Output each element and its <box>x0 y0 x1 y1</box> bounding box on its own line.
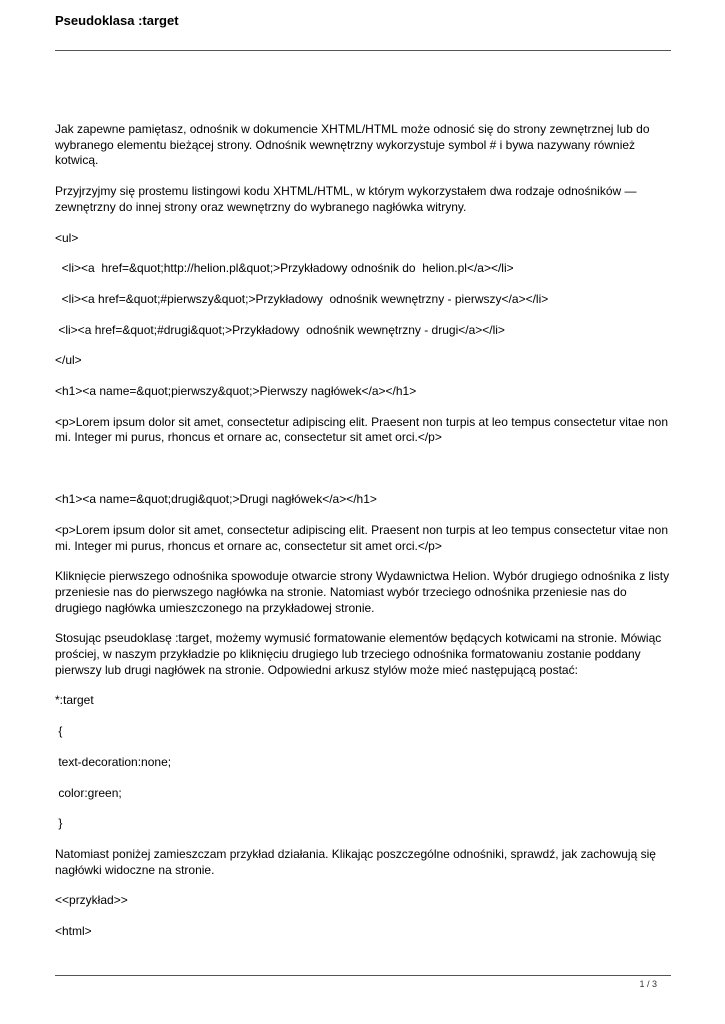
paragraph-example-note: Natomiast poniżej zamieszczam przykład działania. Klikając poszczególne odnośniki, sprawdź, jak zachowują się nagłówki widoczne na stronie. <box>55 846 656 877</box>
code-paragraph: <p>Lorem ipsum dolor sit amet, consectetur adipiscing elit. Praesent non turpis at leo tempus consectetur vitae non mi. Integer mi purus, rhoncus et ornare ac, consectetur sit amet orci.</p> <box>55 414 668 445</box>
css-line: text-decoration:none; <box>55 754 172 769</box>
paragraph-explanation: Kliknięcie pierwszego odnośnika spowoduje otwarcie strony Wydawnictwa Helion. Wybór drugiego odnośnika z listy przeniesie nas do pierwszego nagłówka na stronie. Natomiast wybór trzeciego odnośnika przeniesie nas do drugiego nagłówka umieszczonego na przykładowej stronie. <box>55 569 670 615</box>
code-paragraph: <p>Lorem ipsum dolor sit amet, consectetur adipiscing elit. Praesent non turpis at leo tempus consectetur vitae non mi. Integer mi purus, rhoncus et ornare ac, consectetur sit amet orci.</p> <box>55 522 668 553</box>
example-placeholder: <<przykład>> <box>55 893 128 908</box>
paragraph-intro: Jak zapewne pamiętasz, odnośnik w dokumencie XHTML/HTML może odnosić się do strony zewnętrznej lub do wybranego elementu bieżącej strony. Odnośnik wewnętrzny wykorzystuje symbol # i bywa nazywany również kotwicą. <box>55 122 650 168</box>
css-line: *:target <box>55 693 94 708</box>
footer-divider <box>55 975 671 976</box>
paragraph-target-usage: Stosując pseudoklasę :target, możemy wymusić formatowanie elementów będących kotwicami na stronie. Mówiąc prościej, w naszym przykładzie po kliknięciu drugiego lub trzeciego odnośnika formatowaniu zostanie poddany pierwszy lub drugi nagłówek na stronie. Odpowiedni arkusz stylów może mieć następującą postać: <box>55 631 662 677</box>
code-line: <li><a href=&quot;http://helion.pl&quot;>Przykładowy odnośnik do helion.pl</a></li> <box>55 261 514 276</box>
code-line: <html> <box>55 924 92 939</box>
code-line: <h1><a name=&quot;drugi&quot;>Drugi nagłówek</a></h1> <box>55 492 377 507</box>
code-line: <ul> <box>55 230 79 245</box>
css-line: } <box>55 816 63 831</box>
page-number: 1 / 3 <box>639 979 657 989</box>
code-line: <li><a href=&quot;#drugi&quot;>Przykładowy odnośnik wewnętrzny - drugi</a></li> <box>55 322 505 337</box>
code-line: <h1><a name=&quot;pierwszy&quot;>Pierwszy nagłówek</a></h1> <box>55 384 417 399</box>
code-line: <li><a href=&quot;#pierwszy&quot;>Przykładowy odnośnik wewnętrzny - pierwszy</a></li> <box>55 291 549 306</box>
header-divider <box>55 50 671 51</box>
code-line: </ul> <box>55 353 82 368</box>
css-line: color:green; <box>55 785 122 800</box>
paragraph-listing-intro: Przyjrzyjmy się prostemu listingowi kodu XHTML/HTML, w którym wykorzystałem dwa rodzaje odnośników — zewnętrzny do innej strony oraz wewnętrzny do wybranego nagłówka witryny. <box>55 184 637 214</box>
document-body <box>55 122 671 940</box>
page-title: Pseudoklasa :target <box>55 13 179 28</box>
css-line: { <box>55 724 63 739</box>
